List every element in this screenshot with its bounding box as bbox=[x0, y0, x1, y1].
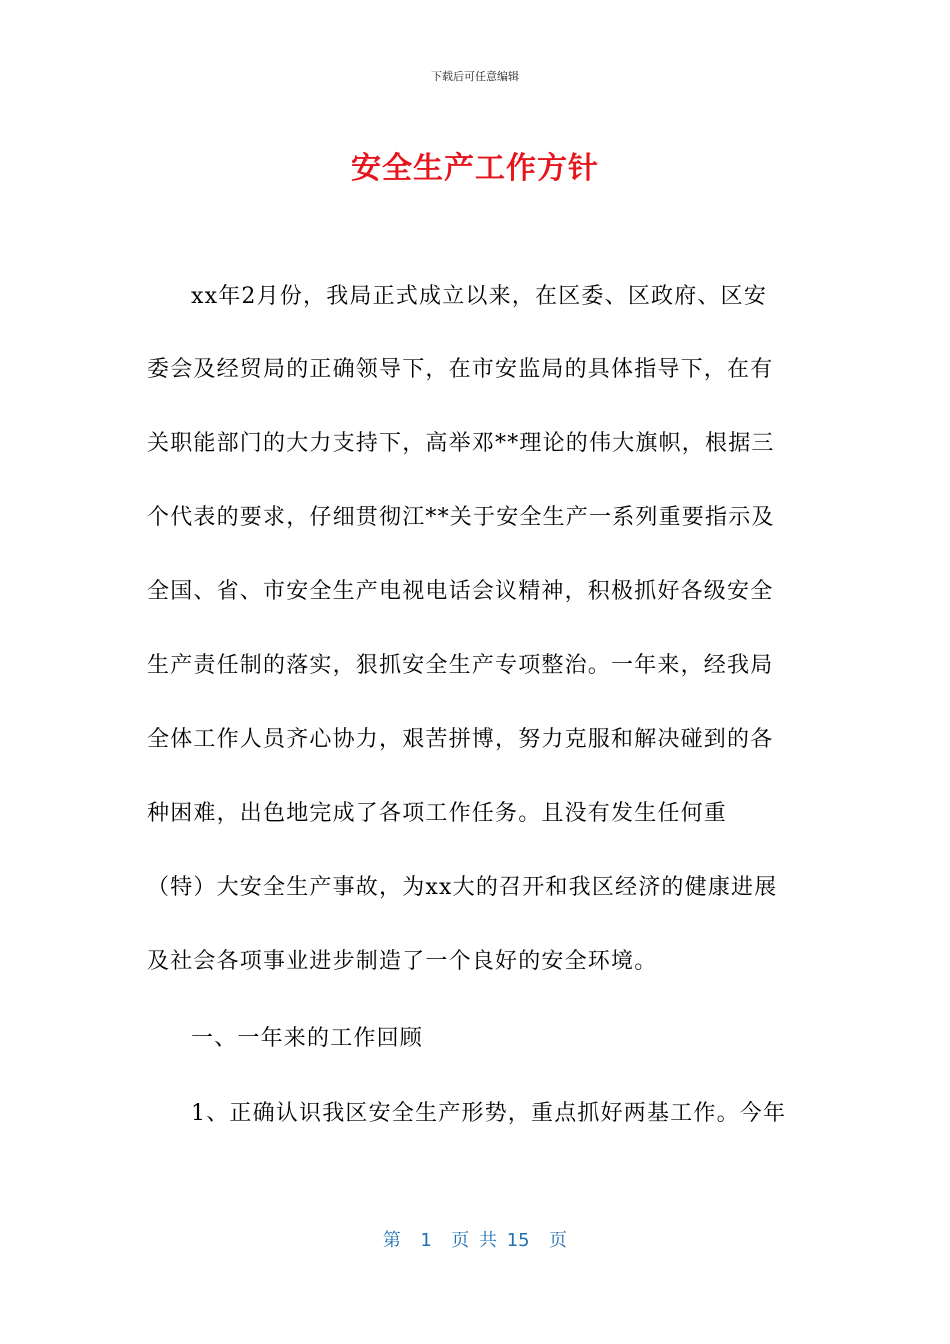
body-line-3: 关职能部门的大力支持下，高举邓**理论的伟大旗帜，根据三 bbox=[147, 431, 775, 456]
header-note: 下载后可任意编辑 bbox=[431, 70, 519, 83]
body-line-8: 种困难，出色地完成了各项工作任务。且没有发生任何重 bbox=[147, 801, 728, 826]
body-line-6: 生产责任制的落实，狠抓安全生产专项整治。一年来，经我局 bbox=[147, 653, 774, 678]
body-line-2: 委会及经贸局的正确领导下，在市安监局的具体指导下，在有 bbox=[147, 357, 774, 382]
body-line-5: 全国、省、市安全生产电视电话会议精神，积极抓好各级安全 bbox=[147, 579, 774, 604]
body-line-7: 全体工作人员齐心协力，艰苦拼博，努力克服和解决碰到的各 bbox=[147, 727, 774, 752]
body-line-9: （特）大安全生产事故，为xx大的召开和我区经济的健康进展 bbox=[147, 875, 778, 900]
page-footer: 第 1 页 共 15 页 bbox=[382, 1230, 568, 1251]
body-line-10: 及社会各项事业进步制造了一个良好的安全环境。 bbox=[147, 949, 658, 974]
body-line-4: 个代表的要求，仔细贯彻江**关于安全生产一系列重要指示及 bbox=[147, 505, 775, 530]
item-line-1: 1、正确认识我区安全生产形势，重点抓好两基工作。今年 bbox=[191, 1101, 787, 1126]
document-title: 安全生产工作方针 bbox=[351, 151, 599, 186]
section-heading: 一、一年来的工作回顾 bbox=[191, 1026, 424, 1051]
body-line-1: xx年2月份，我局正式成立以来，在区委、区政府、区安 bbox=[191, 284, 768, 309]
